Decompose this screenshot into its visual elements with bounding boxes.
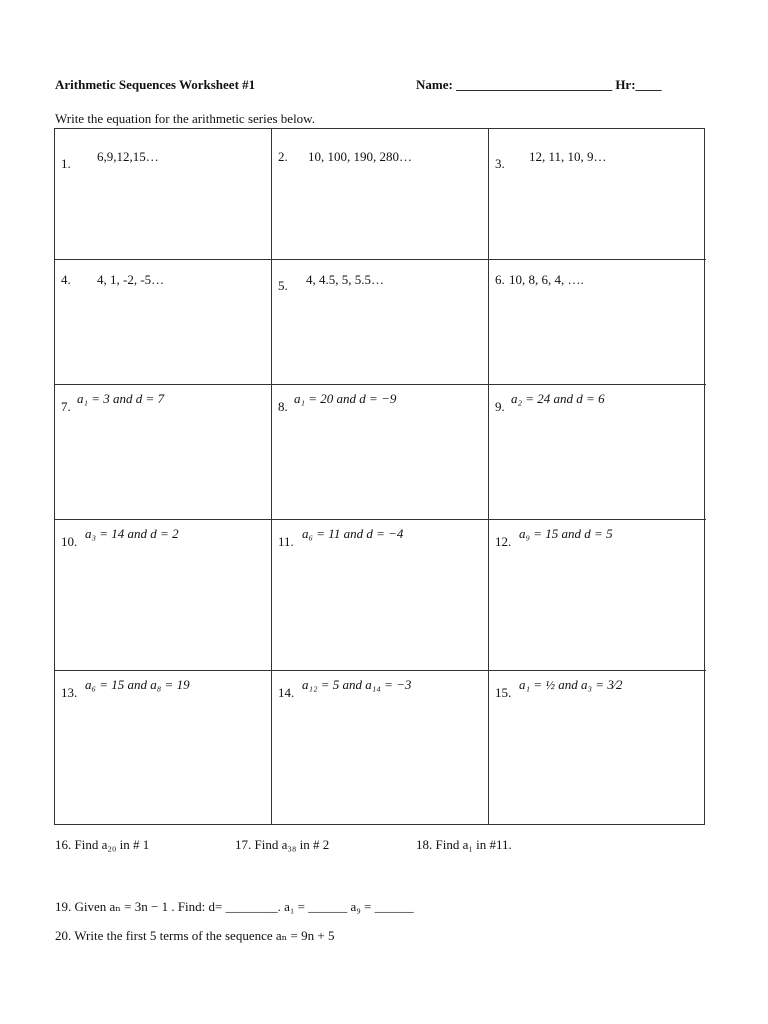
problem-number: 5. [278,278,288,293]
question-19: 19. Given aₙ = 3n − 1 . Find: d= ________. a₁ = ______ a₉ = ______ [55,899,414,914]
problem-text: 4, 1, -2, -5… [97,272,165,287]
name-hour-line: Name: ________________________ Hr:____ [416,77,662,92]
problem-number: 1. [61,156,71,171]
problem-text: 12, 11, 10, 9… [529,149,607,164]
problem-text: 10, 8, 6, 4, …. [509,272,584,287]
problem-cell-8 [272,385,489,520]
problem-cell-5 [272,260,489,385]
problem-cell-10 [55,520,272,671]
problem-condition: a₃ = 14 and d = 2 [85,526,179,541]
problem-condition: a₆ = 11 and d = −4 [302,526,404,541]
problem-number: 2. [278,149,288,164]
problem-cell-13 [55,671,272,824]
problem-number: 10. [61,534,78,549]
problem-cell-3 [489,129,706,260]
problem-cell-4 [55,260,272,385]
problem-number: 15. [495,685,512,700]
problem-number: 6. [495,272,505,287]
worksheet-title: Arithmetic Sequences Worksheet #1 [55,77,256,92]
problem-grid [54,128,705,825]
problem-cell-12 [489,520,706,671]
problem-number: 7. [61,399,71,414]
problem-cell-9 [489,385,706,520]
question-20: 20. Write the first 5 terms of the sequence aₙ = 9n + 5 [55,928,335,943]
problem-number: 12. [495,534,512,549]
problem-number: 3. [495,156,505,171]
problem-text: 10, 100, 190, 280… [308,149,412,164]
question-18: 18. Find a₁ in #11. [416,837,512,852]
instructions: Write the equation for the arithmetic series below. [55,111,315,126]
problem-number: 4. [61,272,71,287]
problem-condition: a₆ = 15 and a₈ = 19 [85,677,190,692]
problem-condition: a₁ = 3 and d = 7 [77,391,165,406]
problem-cell-15 [489,671,706,824]
problem-condition: a₁₂ = 5 and a₁₄ = −3 [302,677,412,692]
problem-text: 6,9,12,15… [97,149,159,164]
problem-number: 13. [61,685,78,700]
problem-cell-6 [489,260,706,385]
problem-number: 9. [495,399,505,414]
problem-text: 4, 4.5, 5, 5.5… [306,272,384,287]
problem-cell-7 [55,385,272,520]
problem-cell-2 [272,129,489,260]
problem-condition: a₂ = 24 and d = 6 [511,391,605,406]
problem-cell-11 [272,520,489,671]
problem-condition: a₉ = 15 and d = 5 [519,526,613,541]
problem-number: 14. [278,685,295,700]
problem-number: 8. [278,399,288,414]
question-17: 17. Find a₃₈ in # 2 [235,837,330,852]
question-16: 16. Find a₂₀ in # 1 [55,837,150,852]
problem-cell-14 [272,671,489,824]
problem-cell-1 [55,129,272,260]
problem-number: 11. [278,534,294,549]
problem-condition: a₁ = ½ and a₃ = 3⁄2 [519,677,623,692]
problem-condition: a₁ = 20 and d = −9 [294,391,397,406]
